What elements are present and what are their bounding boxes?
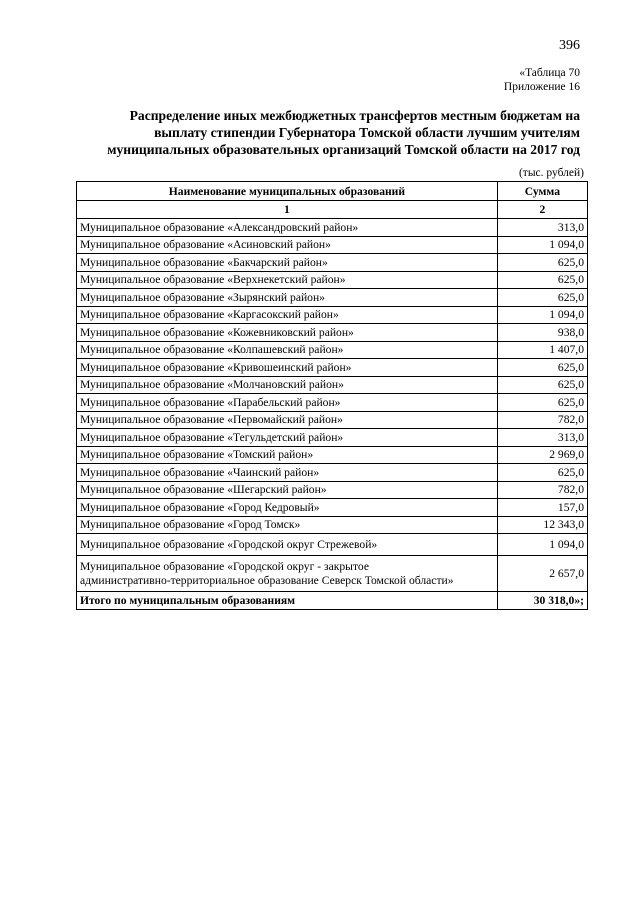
amount-cell: 1 407,0	[497, 341, 587, 359]
table-row	[77, 271, 588, 289]
table-ref-line-2: Приложение 16	[503, 81, 580, 93]
table-row	[77, 376, 588, 394]
municipality-name: Муниципальное образование «Каргасокский район»	[77, 306, 498, 324]
municipality-name: Муниципальное образование «Первомайский район»	[77, 411, 498, 429]
total-amount: 30 318,0»;	[497, 592, 587, 610]
table-row	[77, 359, 588, 377]
municipality-name: Муниципальное образование «Бакчарский район»	[77, 254, 498, 272]
municipality-name: Муниципальное образование «Шегарский район»	[77, 481, 498, 499]
transfers-table	[76, 181, 588, 610]
table-reference	[504, 66, 580, 94]
table-row	[77, 394, 588, 412]
municipality-name-line-2: административно-территориальное образование Северск Томской области»	[80, 573, 454, 587]
municipality-name: Муниципальное образование «Зырянский район»	[77, 289, 498, 307]
units-label: (тыс. рублей)	[518, 167, 584, 179]
table-row	[77, 556, 588, 592]
column-number-2: 2	[497, 201, 587, 219]
table-row	[77, 324, 588, 342]
table-ref-line-1: «Таблица 70	[519, 67, 580, 79]
municipality-name: Муниципальное образование «Город Томск»	[77, 516, 498, 534]
amount-cell: 1 094,0	[497, 236, 587, 254]
amount-cell: 782,0	[497, 481, 587, 499]
amount-cell: 625,0	[497, 254, 587, 272]
amount-cell: 2 969,0	[497, 446, 587, 464]
amount-cell: 313,0	[497, 429, 587, 447]
table-row	[77, 341, 588, 359]
municipality-name: Муниципальное образование «Кривошеинский район»	[77, 359, 498, 377]
municipality-name: Муниципальное образование «Парабельский район»	[77, 394, 498, 412]
table-row	[77, 481, 588, 499]
amount-cell: 782,0	[497, 411, 587, 429]
total-row	[77, 592, 588, 610]
table-row	[77, 254, 588, 272]
table-row	[77, 306, 588, 324]
amount-cell: 157,0	[497, 499, 587, 517]
table-row	[77, 446, 588, 464]
table-row	[77, 236, 588, 254]
amount-cell: 313,0	[497, 219, 587, 237]
municipality-name: Муниципальное образование «Город Кедровый»	[77, 499, 498, 517]
column-number-row	[77, 201, 588, 219]
municipality-name: Муниципальное образование «Верхнекетский район»	[77, 271, 498, 289]
table-row	[77, 516, 588, 534]
document-title	[60, 107, 580, 158]
header-name: Наименование муниципальных образований	[77, 182, 498, 201]
table-row	[77, 429, 588, 447]
municipality-name: Муниципальное образование «Кожевниковский район»	[77, 324, 498, 342]
municipality-name: Муниципальное образование «Чаинский район»	[77, 464, 498, 482]
municipality-name	[77, 556, 498, 592]
table-row	[77, 534, 588, 556]
total-label: Итого по муниципальным образованиям	[77, 592, 498, 610]
page-number: 396	[559, 38, 580, 53]
municipality-name: Муниципальное образование «Городской округ Стрежевой»	[77, 534, 498, 556]
table-row	[77, 289, 588, 307]
table-row	[77, 499, 588, 517]
amount-cell: 1 094,0	[497, 306, 587, 324]
amount-cell: 625,0	[497, 271, 587, 289]
column-number-1: 1	[77, 201, 498, 219]
header-amount: Сумма	[497, 182, 587, 201]
amount-cell: 625,0	[497, 289, 587, 307]
amount-cell: 12 343,0	[497, 516, 587, 534]
title-line-1: Распределение иных межбюджетных трансфертов местным бюджетам на	[129, 108, 580, 123]
title-line-2: выплату стипендии Губернатора Томской области лучшим учителям	[154, 125, 580, 140]
municipality-name: Муниципальное образование «Колпашевский район»	[77, 341, 498, 359]
municipality-name: Муниципальное образование «Молчановский район»	[77, 376, 498, 394]
municipality-name-line-1: Муниципальное образование «Городской округ - закрытое	[80, 560, 369, 573]
amount-cell: 625,0	[497, 394, 587, 412]
table-row	[77, 411, 588, 429]
municipality-name: Муниципальное образование «Тегульдетский район»	[77, 429, 498, 447]
amount-cell: 625,0	[497, 376, 587, 394]
amount-cell: 938,0	[497, 324, 587, 342]
table-row	[77, 464, 588, 482]
municipality-name: Муниципальное образование «Асиновский район»	[77, 236, 498, 254]
amount-cell: 2 657,0	[497, 556, 587, 592]
amount-cell: 1 094,0	[497, 534, 587, 556]
municipality-name: Муниципальное образование «Александровский район»	[77, 219, 498, 237]
table-row	[77, 219, 588, 237]
amount-cell: 625,0	[497, 464, 587, 482]
title-line-3: муниципальных образовательных организаций Томской области на 2017 год	[107, 142, 580, 157]
amount-cell: 625,0	[497, 359, 587, 377]
header-row	[77, 182, 588, 201]
municipality-name: Муниципальное образование «Томский район»	[77, 446, 498, 464]
